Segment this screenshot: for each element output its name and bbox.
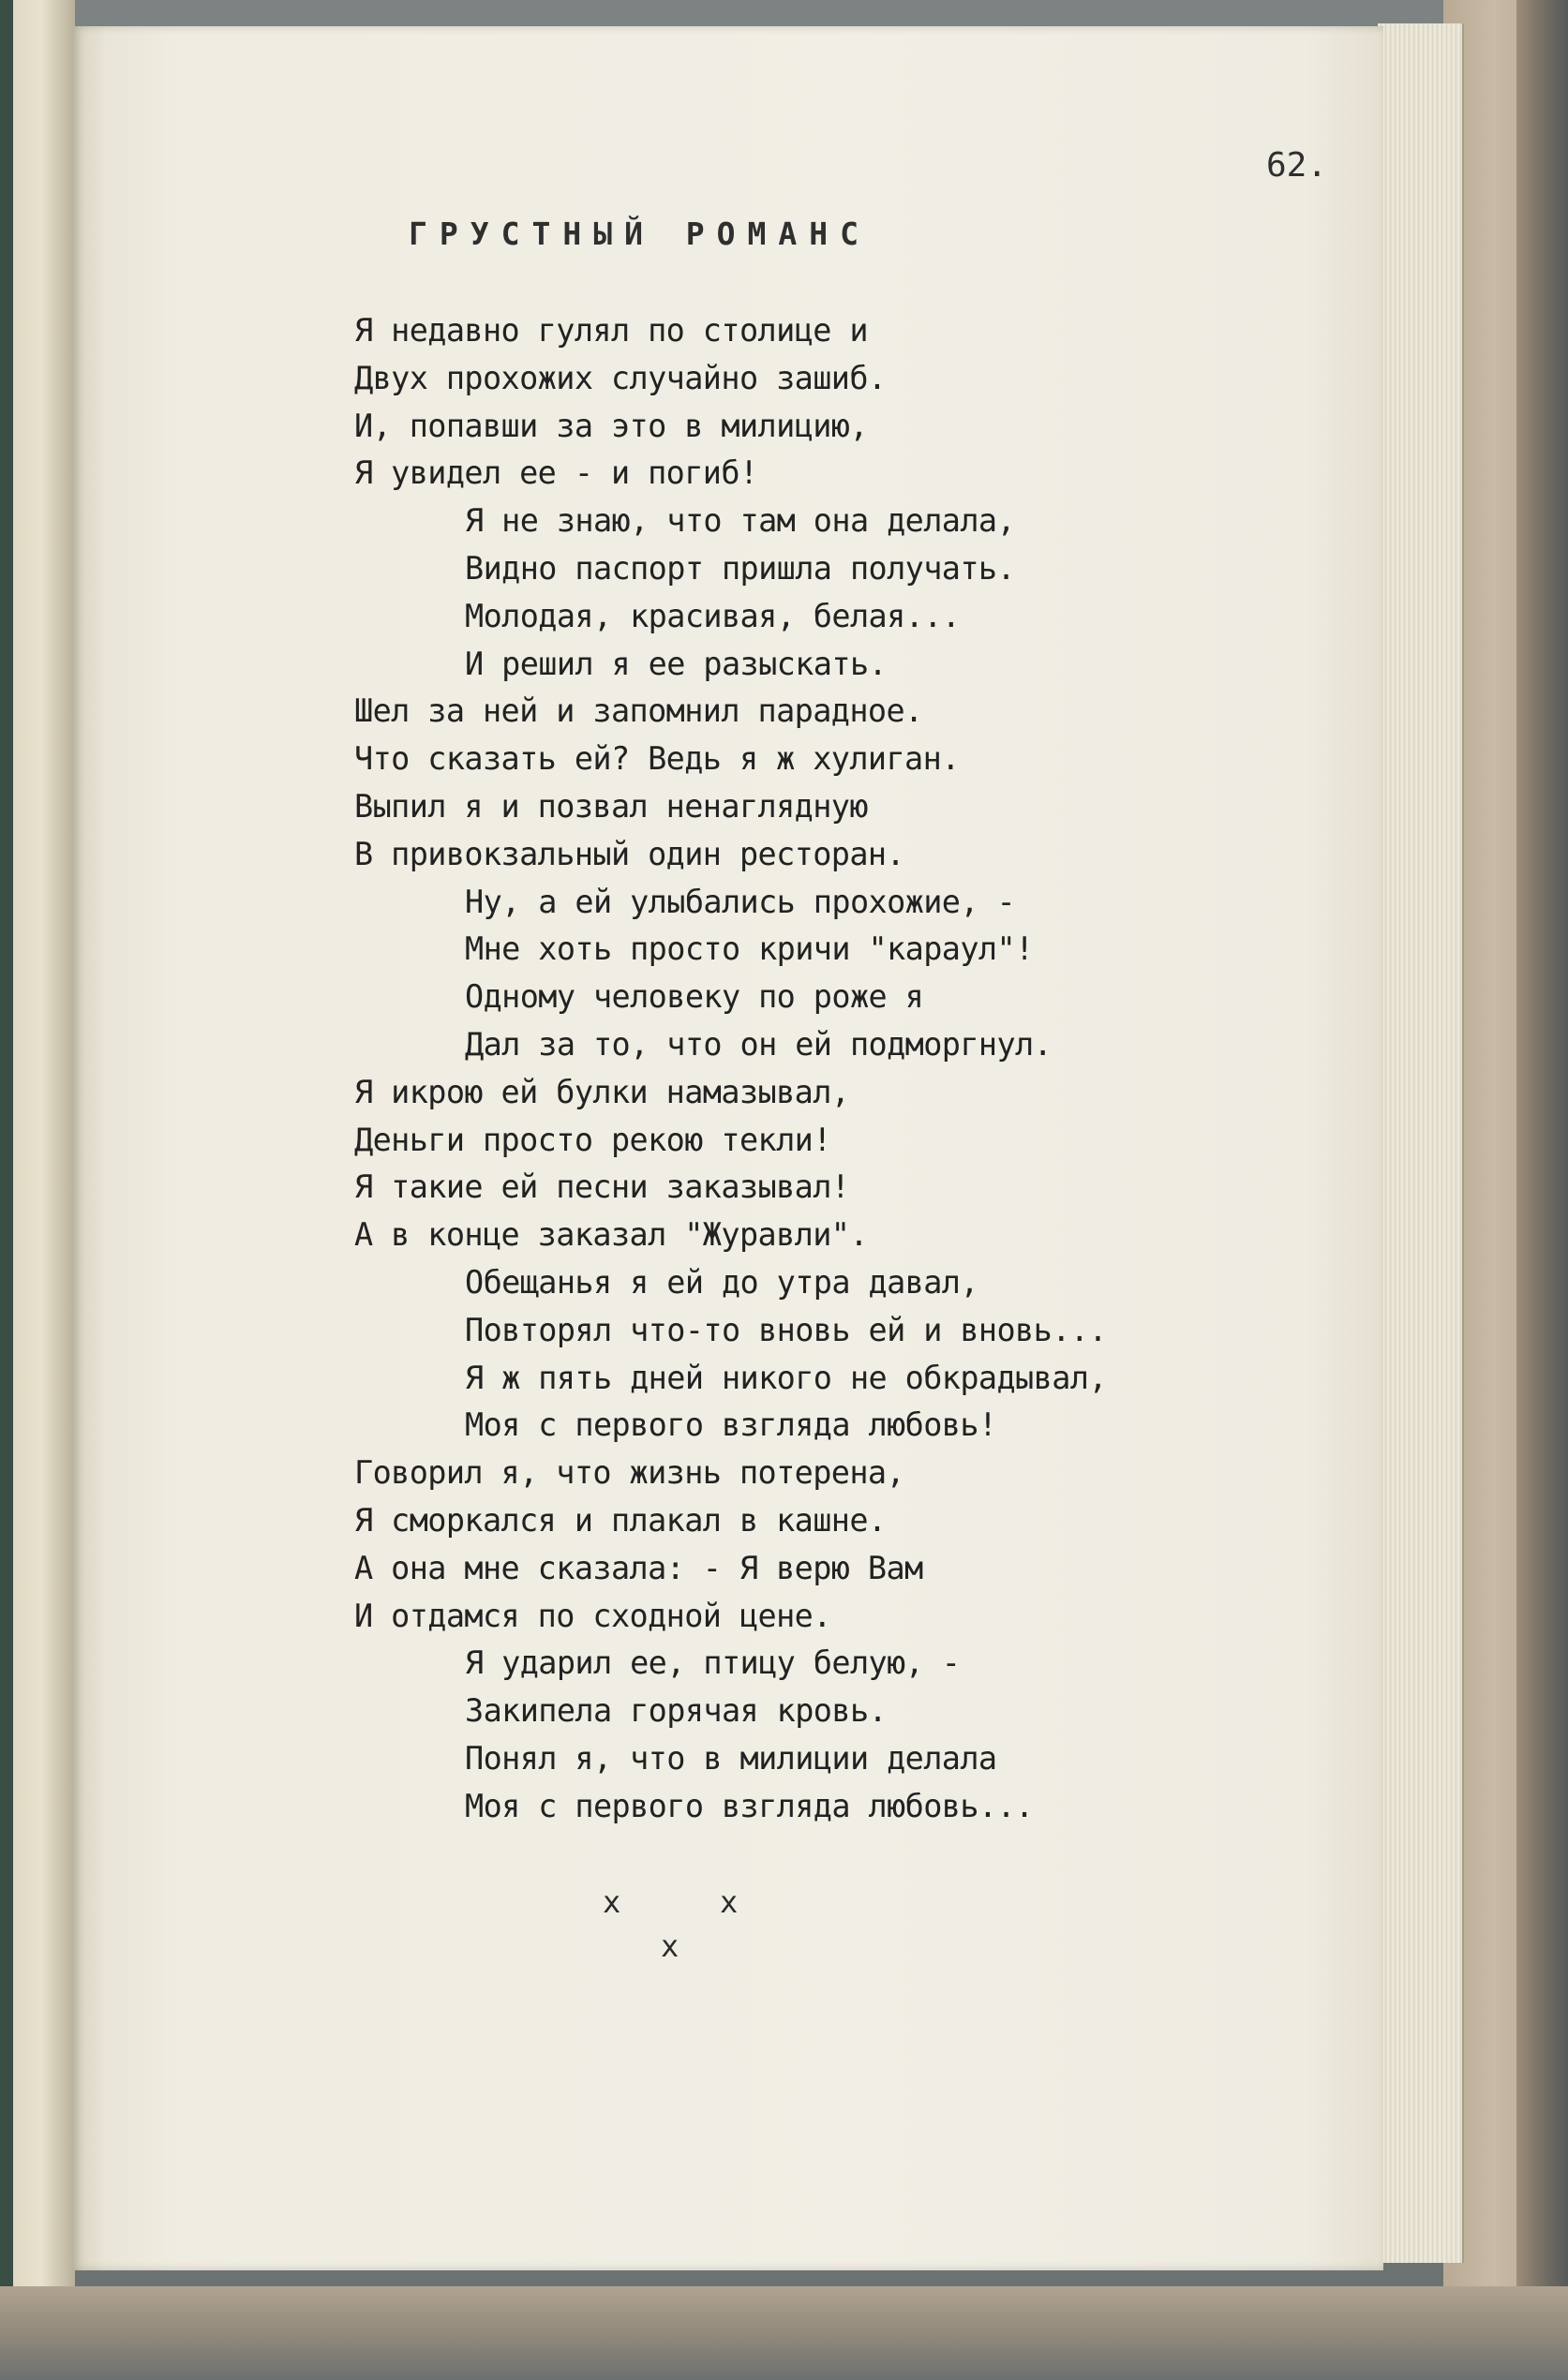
poem-line: Я икрою ей булки намазывал, <box>354 1073 850 1110</box>
poem-line: Я ж пять дней никого не обкрадывал, <box>465 1359 1107 1396</box>
page <box>73 26 1383 2270</box>
poem-line: Ну, а ей улыбались прохожие, - <box>465 883 1016 920</box>
poem-line: И отдамся по сходной цене. <box>354 1597 831 1634</box>
poem-title: ГРУСТНЫЙ РОМАНС <box>409 216 872 252</box>
poem-line: В привокзальный один ресторан. <box>354 835 905 872</box>
poem-line: Видно паспорт пришла получать. <box>465 549 1016 587</box>
poem-line: Двух прохожих случайно зашиб. <box>354 359 887 396</box>
poem-line: Я увидел ее - и погиб! <box>354 454 758 492</box>
separator-mark: x <box>720 1884 739 1920</box>
page-number: 62. <box>1266 146 1328 185</box>
poem-line: Повторял что-то вновь ей и вновь... <box>465 1311 1107 1348</box>
separator-mark: x <box>661 1928 679 1964</box>
poem-line: Закипела горячая кровь. <box>465 1692 888 1730</box>
poem-line: Мне хоть просто кричи "караул"! <box>465 930 1034 968</box>
book-cover-bottom <box>0 2286 1568 2380</box>
binding-strip <box>0 0 13 2286</box>
poem-line: И решил я ее разыскать. <box>465 645 888 682</box>
poem-line: Деньги просто рекою текли! <box>354 1121 831 1158</box>
poem-line: Я не знаю, что там она делала, <box>465 502 1016 540</box>
poem-line: Понял я, что в милиции делала <box>465 1739 997 1777</box>
poem-line: Я такие ей песни заказывал! <box>354 1168 850 1206</box>
poem-line: Я сморкался и плакал в кашне. <box>354 1501 887 1539</box>
poem-body <box>354 307 1107 1831</box>
poem-line: Дал за то, что он ей подморгнул. <box>465 1025 1053 1063</box>
poem-line: Обещанья я ей до утра давал, <box>465 1263 978 1301</box>
poem-line: Моя с первого взгляда любовь... <box>465 1787 1034 1824</box>
poem-line: Что сказать ей? Ведь я ж хулиган. <box>354 740 960 778</box>
poem-line: Моя с первого взгляда любовь! <box>465 1406 997 1444</box>
book-cover-edge <box>1516 0 1568 2380</box>
poem-line: Шел за ней и запомнил парадное. <box>354 692 923 730</box>
poem-line: А она мне сказала: - Я верю Вам <box>354 1549 923 1586</box>
poem-line: И, попавши за это в милицию, <box>354 407 868 444</box>
poem-line: Выпил я и позвал ненаглядную <box>354 787 868 825</box>
poem-line: Одному человеку по роже я <box>465 978 924 1016</box>
poem-line: Я недавно гулял по столице и <box>354 312 868 349</box>
poem-line: А в конце заказал "Журавли". <box>354 1216 868 1254</box>
separator-mark: x <box>603 1884 621 1920</box>
poem-line: Говорил я, что жизнь потерена, <box>354 1454 905 1492</box>
poem-line: Молодая, красивая, белая... <box>465 597 961 634</box>
poem-line: Я ударил ее, птицу белую, - <box>465 1644 961 1682</box>
page-edges <box>1378 23 1464 2263</box>
